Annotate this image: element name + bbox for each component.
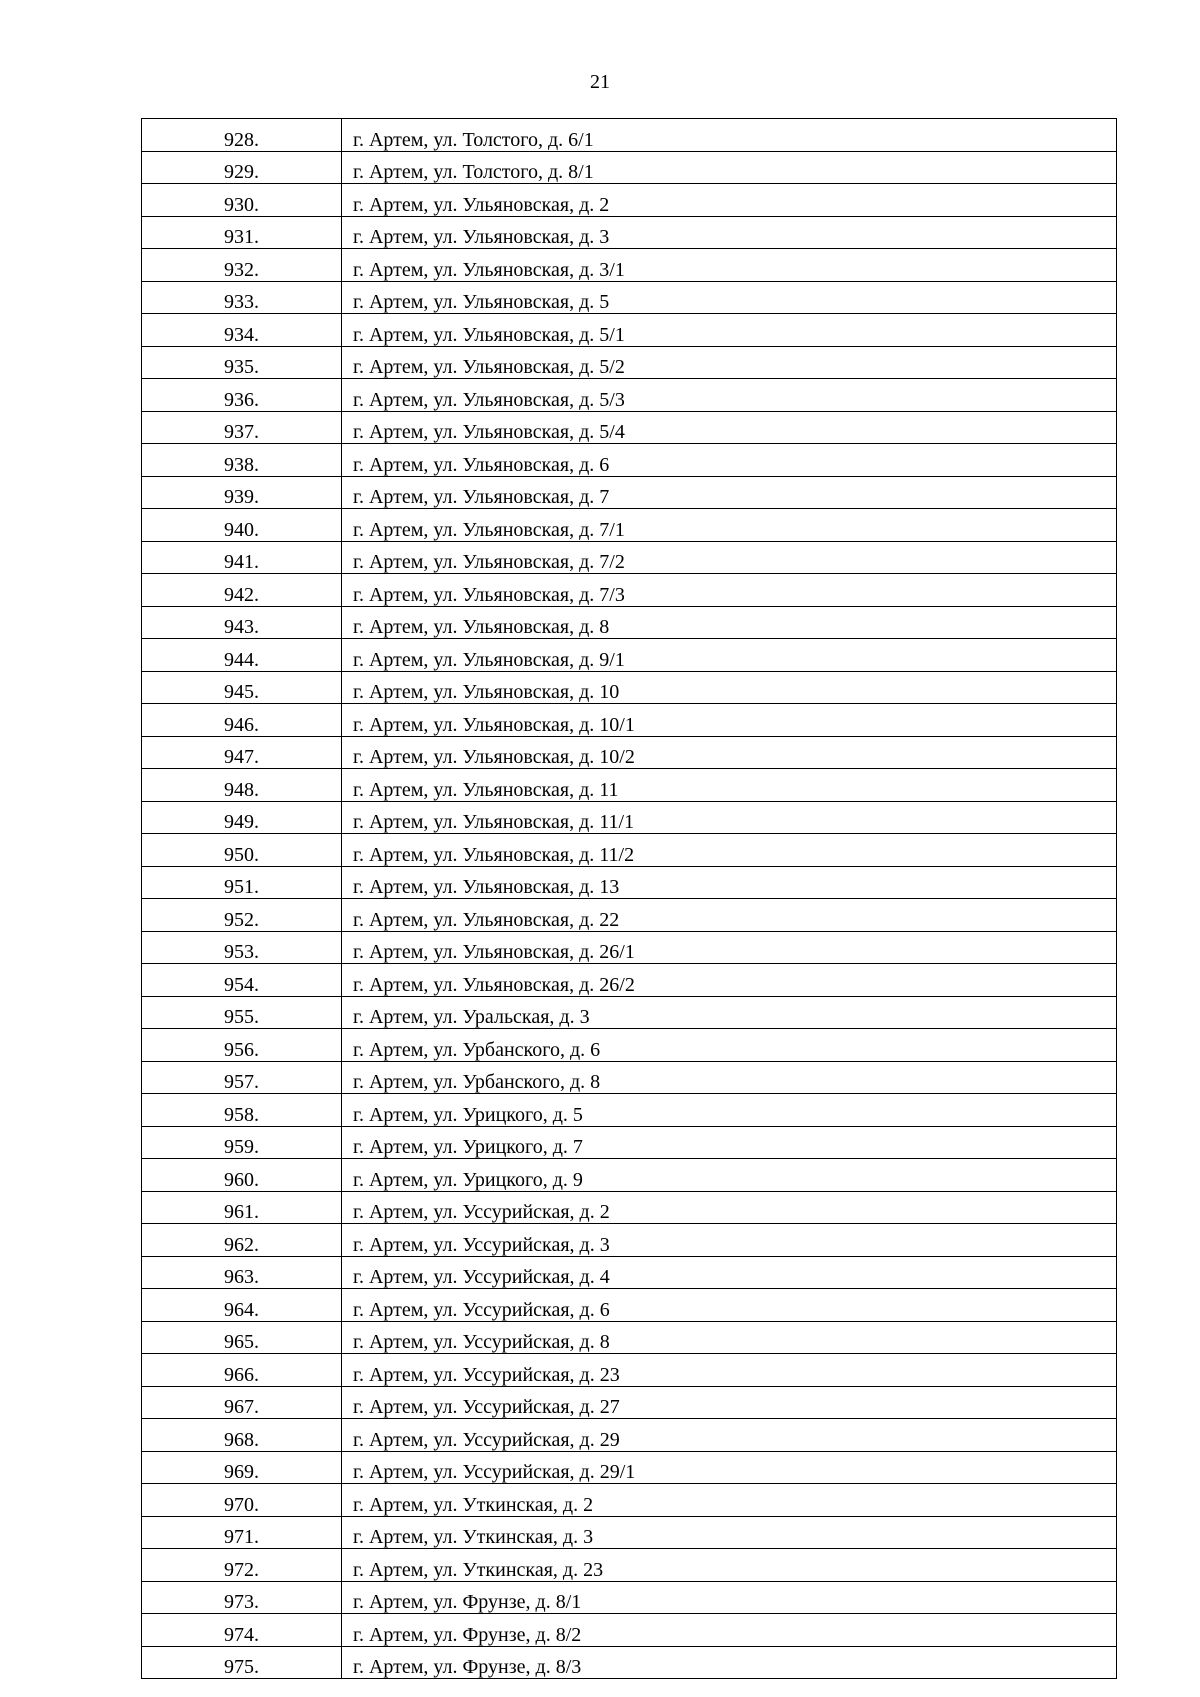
address-cell: г. Артем, ул. Ульяновская, д. 7/1	[342, 509, 1117, 542]
row-number-cell: 969.	[142, 1451, 342, 1484]
address-table	[141, 118, 1117, 1679]
row-number-cell: 933.	[142, 281, 342, 314]
row-number-cell: 932.	[142, 249, 342, 282]
table-row	[142, 1451, 1117, 1484]
table-row	[142, 1191, 1117, 1224]
row-number-cell: 939.	[142, 476, 342, 509]
table-row	[142, 216, 1117, 249]
address-cell: г. Артем, ул. Ульяновская, д. 6	[342, 444, 1117, 477]
address-cell: г. Артем, ул. Уссурийская, д. 29	[342, 1419, 1117, 1452]
table-row	[142, 574, 1117, 607]
address-cell: г. Артем, ул. Ульяновская, д. 10/1	[342, 704, 1117, 737]
row-number-cell: 951.	[142, 866, 342, 899]
address-cell: г. Артем, ул. Ульяновская, д. 26/2	[342, 964, 1117, 997]
table-row	[142, 1549, 1117, 1582]
row-number-cell: 961.	[142, 1191, 342, 1224]
address-cell: г. Артем, ул. Уссурийская, д. 8	[342, 1321, 1117, 1354]
row-number-cell: 955.	[142, 996, 342, 1029]
row-number-cell: 948.	[142, 769, 342, 802]
table-row	[142, 379, 1117, 412]
table-row	[142, 1419, 1117, 1452]
address-cell: г. Артем, ул. Ульяновская, д. 26/1	[342, 931, 1117, 964]
table-row	[142, 1646, 1117, 1679]
address-cell: г. Артем, ул. Уссурийская, д. 23	[342, 1354, 1117, 1387]
table-row	[142, 1094, 1117, 1127]
address-cell: г. Артем, ул. Урицкого, д. 9	[342, 1159, 1117, 1192]
address-cell: г. Артем, ул. Ульяновская, д. 11	[342, 769, 1117, 802]
table-row	[142, 119, 1117, 152]
table-row	[142, 1484, 1117, 1517]
row-number-cell: 936.	[142, 379, 342, 412]
row-number-cell: 954.	[142, 964, 342, 997]
row-number-cell: 971.	[142, 1516, 342, 1549]
table-row	[142, 964, 1117, 997]
row-number-cell: 968.	[142, 1419, 342, 1452]
row-number-cell: 963.	[142, 1256, 342, 1289]
row-number-cell: 931.	[142, 216, 342, 249]
row-number-cell: 949.	[142, 801, 342, 834]
row-number-cell: 950.	[142, 834, 342, 867]
row-number-cell: 959.	[142, 1126, 342, 1159]
table-row	[142, 866, 1117, 899]
row-number-cell: 974.	[142, 1614, 342, 1647]
row-number-cell: 966.	[142, 1354, 342, 1387]
table-row	[142, 704, 1117, 737]
table-row	[142, 1321, 1117, 1354]
address-cell: г. Артем, ул. Фрунзе, д. 8/2	[342, 1614, 1117, 1647]
row-number-cell: 942.	[142, 574, 342, 607]
table-row	[142, 346, 1117, 379]
address-cell: г. Артем, ул. Фрунзе, д. 8/1	[342, 1581, 1117, 1614]
row-number-cell: 960.	[142, 1159, 342, 1192]
table-row	[142, 1581, 1117, 1614]
address-cell: г. Артем, ул. Ульяновская, д. 10	[342, 671, 1117, 704]
address-cell: г. Артем, ул. Фрунзе, д. 8/3	[342, 1646, 1117, 1679]
address-cell: г. Артем, ул. Ульяновская, д. 7/3	[342, 574, 1117, 607]
row-number-cell: 928.	[142, 119, 342, 152]
row-number-cell: 970.	[142, 1484, 342, 1517]
table-row	[142, 281, 1117, 314]
row-number-cell: 935.	[142, 346, 342, 379]
row-number-cell: 930.	[142, 184, 342, 217]
address-cell: г. Артем, ул. Ульяновская, д. 11/2	[342, 834, 1117, 867]
address-cell: г. Артем, ул. Ульяновская, д. 5/4	[342, 411, 1117, 444]
row-number-cell: 972.	[142, 1549, 342, 1582]
address-cell: г. Артем, ул. Урбанского, д. 6	[342, 1029, 1117, 1062]
page-number: 21	[590, 71, 610, 93]
row-number-cell: 973.	[142, 1581, 342, 1614]
address-cell: г. Артем, ул. Толстого, д. 8/1	[342, 151, 1117, 184]
address-cell: г. Артем, ул. Ульяновская, д. 3/1	[342, 249, 1117, 282]
table-row	[142, 931, 1117, 964]
table-row	[142, 476, 1117, 509]
address-cell: г. Артем, ул. Уссурийская, д. 27	[342, 1386, 1117, 1419]
table-row	[142, 249, 1117, 282]
address-cell: г. Артем, ул. Уссурийская, д. 4	[342, 1256, 1117, 1289]
row-number-cell: 957.	[142, 1061, 342, 1094]
table-row	[142, 1224, 1117, 1257]
table-row	[142, 314, 1117, 347]
address-cell: г. Артем, ул. Толстого, д. 6/1	[342, 119, 1117, 152]
table-row	[142, 1289, 1117, 1322]
row-number-cell: 962.	[142, 1224, 342, 1257]
row-number-cell: 958.	[142, 1094, 342, 1127]
table-row	[142, 509, 1117, 542]
row-number-cell: 937.	[142, 411, 342, 444]
table-row	[142, 1159, 1117, 1192]
row-number-cell: 929.	[142, 151, 342, 184]
row-number-cell: 945.	[142, 671, 342, 704]
row-number-cell: 953.	[142, 931, 342, 964]
row-number-cell: 944.	[142, 639, 342, 672]
address-cell: г. Артем, ул. Уссурийская, д. 3	[342, 1224, 1117, 1257]
address-cell: г. Артем, ул. Уткинская, д. 2	[342, 1484, 1117, 1517]
address-cell: г. Артем, ул. Ульяновская, д. 8	[342, 606, 1117, 639]
table-row	[142, 1354, 1117, 1387]
table-row	[142, 1029, 1117, 1062]
address-cell: г. Артем, ул. Уральская, д. 3	[342, 996, 1117, 1029]
row-number-cell: 964.	[142, 1289, 342, 1322]
address-cell: г. Артем, ул. Ульяновская, д. 10/2	[342, 736, 1117, 769]
row-number-cell: 946.	[142, 704, 342, 737]
address-cell: г. Артем, ул. Ульяновская, д. 2	[342, 184, 1117, 217]
table-row	[142, 639, 1117, 672]
address-cell: г. Артем, ул. Ульяновская, д. 7/2	[342, 541, 1117, 574]
table-row	[142, 1386, 1117, 1419]
table-row	[142, 899, 1117, 932]
address-cell: г. Артем, ул. Ульяновская, д. 5	[342, 281, 1117, 314]
address-table-body	[142, 119, 1117, 1679]
table-row	[142, 606, 1117, 639]
row-number-cell: 940.	[142, 509, 342, 542]
table-row	[142, 411, 1117, 444]
address-cell: г. Артем, ул. Ульяновская, д. 7	[342, 476, 1117, 509]
address-cell: г. Артем, ул. Урицкого, д. 7	[342, 1126, 1117, 1159]
table-row	[142, 769, 1117, 802]
table-row	[142, 1061, 1117, 1094]
address-cell: г. Артем, ул. Уткинская, д. 3	[342, 1516, 1117, 1549]
row-number-cell: 943.	[142, 606, 342, 639]
address-cell: г. Артем, ул. Урбанского, д. 8	[342, 1061, 1117, 1094]
address-cell: г. Артем, ул. Ульяновская, д. 5/3	[342, 379, 1117, 412]
table-row	[142, 801, 1117, 834]
address-cell: г. Артем, ул. Урицкого, д. 5	[342, 1094, 1117, 1127]
address-cell: г. Артем, ул. Уссурийская, д. 29/1	[342, 1451, 1117, 1484]
table-row	[142, 1256, 1117, 1289]
table-row	[142, 151, 1117, 184]
address-cell: г. Артем, ул. Ульяновская, д. 11/1	[342, 801, 1117, 834]
address-cell: г. Артем, ул. Ульяновская, д. 22	[342, 899, 1117, 932]
row-number-cell: 967.	[142, 1386, 342, 1419]
address-cell: г. Артем, ул. Ульяновская, д. 3	[342, 216, 1117, 249]
table-row	[142, 541, 1117, 574]
address-cell: г. Артем, ул. Ульяновская, д. 5/1	[342, 314, 1117, 347]
address-cell: г. Артем, ул. Ульяновская, д. 13	[342, 866, 1117, 899]
table-row	[142, 736, 1117, 769]
table-row	[142, 996, 1117, 1029]
row-number-cell: 975.	[142, 1646, 342, 1679]
row-number-cell: 938.	[142, 444, 342, 477]
row-number-cell: 947.	[142, 736, 342, 769]
table-row	[142, 1614, 1117, 1647]
address-cell: г. Артем, ул. Уткинская, д. 23	[342, 1549, 1117, 1582]
row-number-cell: 941.	[142, 541, 342, 574]
address-cell: г. Артем, ул. Ульяновская, д. 9/1	[342, 639, 1117, 672]
row-number-cell: 965.	[142, 1321, 342, 1354]
table-row	[142, 834, 1117, 867]
address-cell: г. Артем, ул. Ульяновская, д. 5/2	[342, 346, 1117, 379]
row-number-cell: 956.	[142, 1029, 342, 1062]
address-cell: г. Артем, ул. Уссурийская, д. 2	[342, 1191, 1117, 1224]
table-row	[142, 1516, 1117, 1549]
table-row	[142, 1126, 1117, 1159]
table-row	[142, 184, 1117, 217]
row-number-cell: 952.	[142, 899, 342, 932]
address-cell: г. Артем, ул. Уссурийская, д. 6	[342, 1289, 1117, 1322]
table-row	[142, 671, 1117, 704]
row-number-cell: 934.	[142, 314, 342, 347]
table-row	[142, 444, 1117, 477]
